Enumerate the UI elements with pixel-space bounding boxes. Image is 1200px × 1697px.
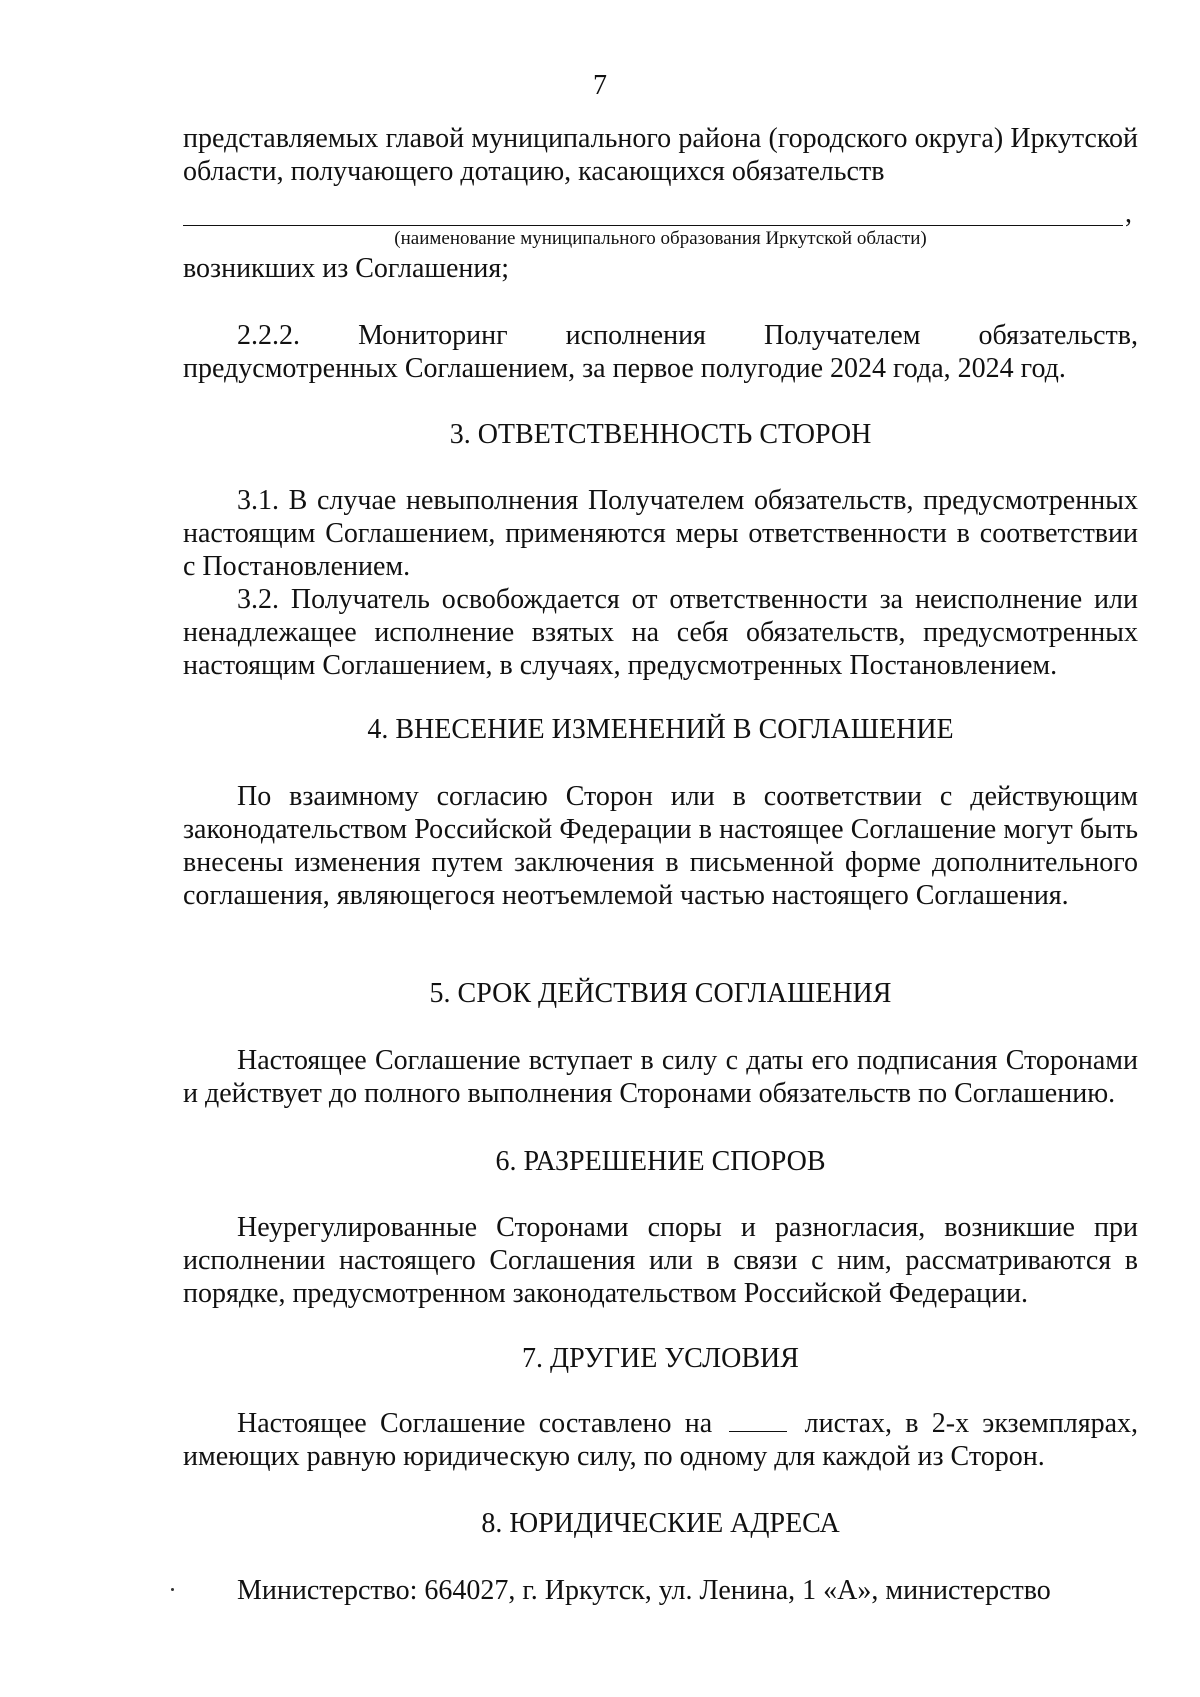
intro-continuation: возникших из Соглашения; bbox=[183, 253, 510, 284]
section-3-heading: 3. ОТВЕТСТВЕННОСТЬ СТОРОН bbox=[449, 419, 872, 450]
underline-caption: (наименование муниципального образования Иркутской области) bbox=[394, 228, 927, 249]
section-3-paragraph-1: 3.1. В случае невыполнения Получателем обязательств, предусмотренных настоящим Соглашением, применяются меры ответственности в соответствии с Постановлением. bbox=[183, 485, 1138, 582]
section-7-text-before: Настоящее Соглашение составлено на bbox=[237, 1408, 713, 1439]
section-8-paragraph-1: Министерство: 664027, г. Иркутск, ул. Ленина, 1 «А», министерство bbox=[237, 1575, 1051, 1606]
section-5-paragraph-1: Настоящее Соглашение вступает в силу с даты его подписания Сторонами и действует до полного выполнения Сторонами обязательств по Соглашению. bbox=[183, 1045, 1138, 1109]
scan-speck bbox=[171, 1588, 174, 1591]
sheet-count-blank bbox=[729, 1407, 787, 1432]
section-4-paragraph-1: По взаимному согласию Сторон или в соответствии с действующим законодательством Российской Федерации в настоящее Соглашение могут быть внесены изменения путем заключения в письменной форме дополнительного соглашения, являющегося неотъемлемой частью настоящего Соглашения. bbox=[183, 781, 1138, 911]
section-6-heading: 6. РАЗРЕШЕНИЕ СПОРОВ bbox=[495, 1146, 826, 1177]
clause-2-2-2: 2.2.2. Мониторинг исполнения Получателем обязательств, предусмотренных Соглашением, за первое полугодие 2024 года, 2024 год. bbox=[183, 320, 1138, 384]
section-5-heading: 5. СРОК ДЕЙСТВИЯ СОГЛАШЕНИЯ bbox=[429, 978, 892, 1009]
section-3-paragraph-2: 3.2. Получатель освобождается от ответственности за неисполнение или ненадлежащее исполнение взятых на себя обязательств, предусмотренных настоящим Соглашением, в случаях, предусмотренных Постановлением. bbox=[183, 584, 1138, 681]
section-7-heading: 7. ДРУГИЕ УСЛОВИЯ bbox=[522, 1343, 799, 1374]
fill-in-comma: , bbox=[1125, 198, 1132, 229]
section-8-heading: 8. ЮРИДИЧЕСКИЕ АДРЕСА bbox=[481, 1508, 840, 1539]
section-4-heading: 4. ВНЕСЕНИЕ ИЗМЕНЕНИЙ В СОГЛАШЕНИЕ bbox=[367, 714, 954, 745]
page-number: 7 bbox=[593, 70, 607, 101]
section-7-text-after: листах, в 2-х экземплярах, имеющих равную юридическую силу, по одному для каждой из Сторон. bbox=[183, 1408, 1139, 1472]
intro-paragraph: представляемых главой муниципального района (городского округа) Иркутской области, получающего дотацию, касающихся обязательств bbox=[183, 123, 1138, 187]
section-7-paragraph-1 bbox=[183, 1407, 1138, 1473]
section-6-paragraph-1: Неурегулированные Сторонами споры и разногласия, возникшие при исполнении настоящего Соглашения или в связи с ним, рассматриваются в порядке, предусмотренном законодательством Российской Федерации. bbox=[183, 1212, 1138, 1309]
fill-in-underline bbox=[183, 225, 1123, 226]
